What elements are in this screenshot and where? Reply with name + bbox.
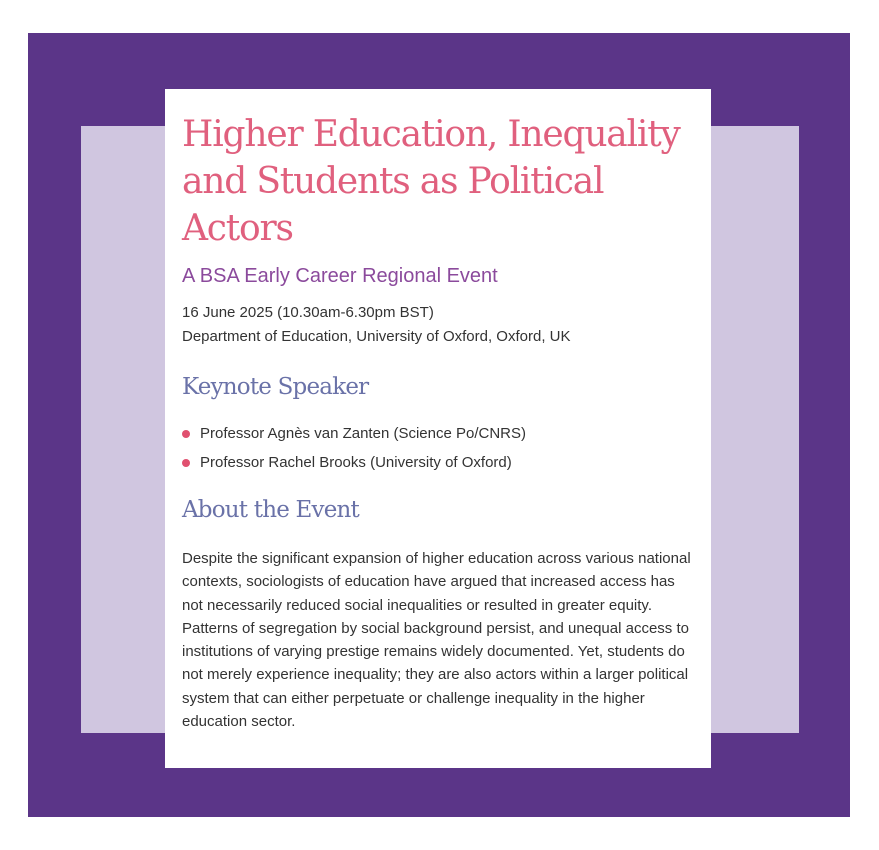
- speaker-name: Professor Agnès van Zanten (Science Po/CNRS): [200, 425, 526, 442]
- event-date: 16 June 2025 (10.30am-6.30pm BST): [182, 304, 434, 321]
- about-text: Despite the significant expansion of higher education across various national contexts, sociologists of education have argued that increased access has not necessarily reduced social inequalities or resulted in greater equity. Patterns of segregation by social background persist, and unequal access to institutions of varying prestige remains widely documented. Yet, students do not merely experience inequality; they are also actors within a larger political system that can either perpetuate or challenge inequality in the higher education sector.: [182, 550, 691, 731]
- event-subtitle: A BSA Early Career Regional Event: [182, 265, 498, 287]
- speaker-list: [182, 419, 693, 477]
- event-location: Department of Education, University of Oxford, Oxford, UK: [182, 328, 571, 345]
- event-card: [165, 89, 711, 768]
- bullet-icon: [182, 430, 190, 438]
- speaker-item: [182, 419, 693, 448]
- bullet-icon: [182, 459, 190, 467]
- speaker-item: [182, 448, 693, 477]
- about-heading: About the Event: [182, 497, 359, 523]
- keynote-heading: Keynote Speaker: [182, 374, 369, 400]
- event-details: [182, 301, 693, 349]
- speaker-name: Professor Rachel Brooks (University of Oxford): [200, 454, 512, 471]
- event-title: Higher Education, Inequality and Students as Political Actors: [182, 114, 680, 249]
